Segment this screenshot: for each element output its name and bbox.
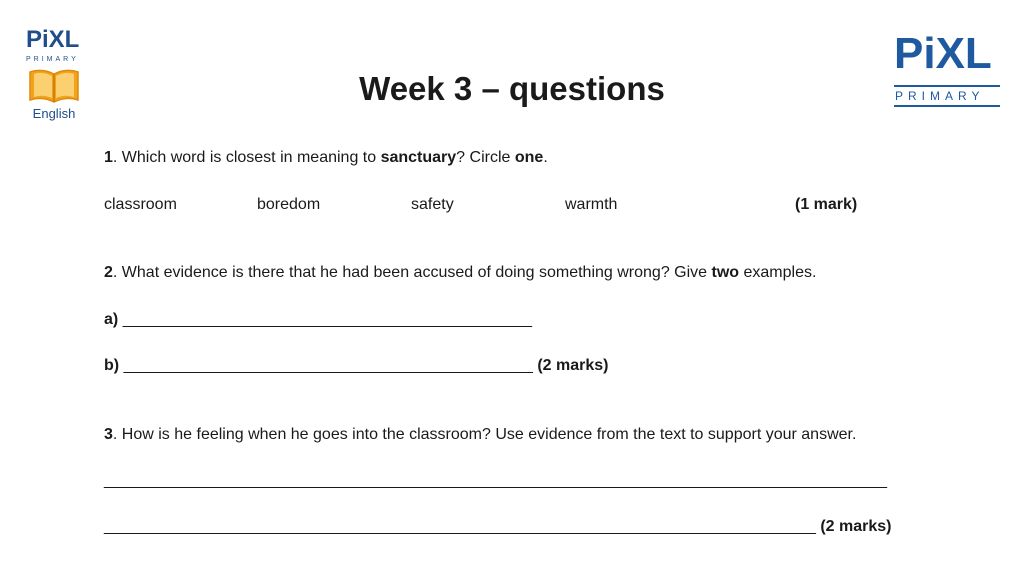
option-safety[interactable]: safety: [411, 196, 454, 213]
logo-right-brand: PiXL: [894, 29, 992, 78]
question-number: 3: [104, 426, 113, 443]
logo-left-brand: PiXL: [26, 26, 80, 53]
page-title: Week 3 – questions: [359, 70, 665, 107]
question-number: 2: [104, 264, 113, 281]
question-text: . How is he feeling when he goes into the classroom? Use evidence from the text to support your answer.: [112, 426, 857, 443]
logo-left-sub: PRIMARY: [26, 56, 79, 63]
marks-label: (1 mark): [795, 196, 858, 213]
answer-b-line[interactable]: ______________________________________________: [123, 357, 533, 374]
question-text: ? Circle: [456, 149, 515, 166]
emphasis: one: [514, 149, 544, 166]
question-3: [104, 426, 856, 444]
answer-b-label: b): [104, 357, 120, 374]
keyword: sanctuary: [380, 149, 457, 166]
question-2: [104, 264, 816, 282]
emphasis: two: [711, 264, 740, 281]
answer-line-1[interactable]: ________________________________________________________________________________________: [104, 472, 888, 489]
logo-left-caption: English: [32, 106, 76, 121]
answer-a-row: [104, 311, 532, 329]
question-text: . Which word is closest in meaning to: [112, 149, 381, 166]
option-classroom[interactable]: classroom: [104, 196, 177, 213]
option-boredom[interactable]: boredom: [257, 196, 321, 213]
answer-a-line[interactable]: ______________________________________________: [122, 311, 533, 328]
question-number: 1: [104, 149, 113, 166]
answer-a-label: a): [104, 311, 119, 328]
marks-label: (2 marks): [537, 357, 609, 374]
marks-label: (2 marks): [820, 518, 892, 535]
answer-b-row: [104, 357, 609, 375]
answer-line-2[interactable]: ________________________________________________________________________________: [104, 518, 816, 535]
answer-line-2-row: [104, 518, 891, 536]
question-text: examples.: [739, 264, 817, 281]
logo-right-sub: PRIMARY: [895, 89, 985, 103]
option-warmth[interactable]: warmth: [565, 196, 618, 213]
question-text: . What evidence is there that he had been accused of doing something wrong? Give: [112, 264, 712, 281]
question-text: .: [543, 149, 548, 166]
question-1: [104, 149, 548, 167]
